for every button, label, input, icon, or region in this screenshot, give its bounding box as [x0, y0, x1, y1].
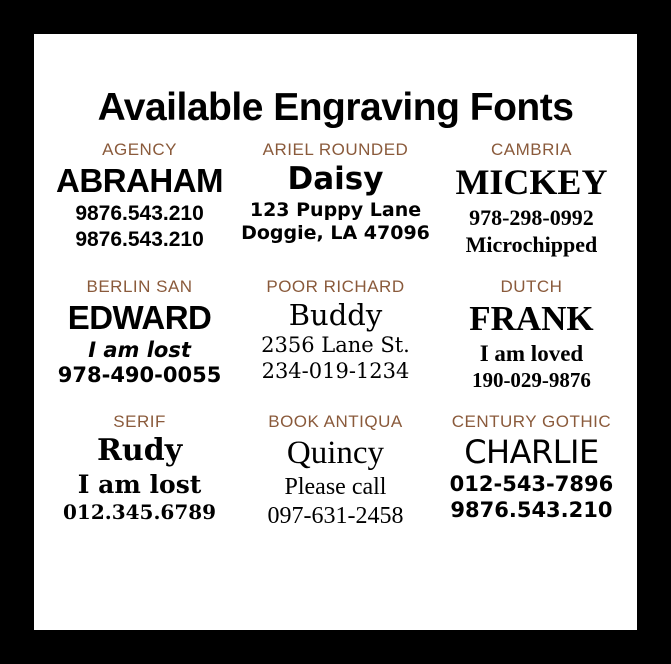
sample-line-3: 978-490-0055: [57, 363, 222, 388]
sample-line-1: Daisy: [287, 161, 384, 197]
sample-line-1: ABRAHAM: [56, 162, 224, 199]
sample-line-3: 234-019-1234: [261, 358, 410, 383]
font-sample-text: [438, 161, 625, 259]
font-sample-grid: [34, 140, 637, 532]
font-sample-text: [241, 298, 430, 385]
font-sample-ariel-rounded[interactable]: [237, 140, 434, 259]
sample-line-1: Rudy: [96, 432, 183, 468]
sample-line-3: 9876.543.210: [75, 227, 204, 251]
font-name-label: SERIF: [113, 411, 166, 431]
sample-line-3: 9876.543.210: [450, 497, 613, 522]
sample-line-1: EDWARD: [67, 298, 212, 336]
font-sample-text: [241, 161, 430, 245]
sample-line-2: 123 Puppy Lane: [249, 198, 422, 221]
font-name-label: CAMBRIA: [490, 140, 572, 159]
sample-line-2: I am lost: [77, 469, 202, 499]
sample-line-1: FRANK: [469, 298, 594, 338]
sample-line-1: CHARLIE: [464, 432, 599, 471]
font-sample-book-antiqua[interactable]: [237, 412, 434, 532]
sample-line-1: MICKEY: [455, 162, 608, 202]
font-name-label: CENTURY GOTHIC: [451, 411, 612, 431]
font-sample-serif[interactable]: [42, 412, 237, 532]
font-name-label: BERLIN SAN: [86, 276, 193, 296]
font-sample-text: [438, 433, 625, 523]
font-sample-berlin-san[interactable]: [42, 277, 237, 394]
font-sample-cambria[interactable]: [434, 140, 629, 259]
sample-line-3: Doggie, LA 47096: [241, 221, 430, 244]
font-sample-agency[interactable]: [42, 140, 237, 259]
font-sample-dutch[interactable]: [434, 277, 629, 394]
sample-line-3: 190-029-9876: [471, 368, 591, 393]
sample-line-2: 978-298-0992: [469, 204, 594, 230]
sample-line-2: Please call: [284, 474, 387, 501]
font-sample-text: [241, 433, 430, 532]
font-name-label: BOOK ANTIQUA: [268, 411, 403, 431]
font-sample-poor-richard[interactable]: [237, 277, 434, 394]
font-name-label: DUTCH: [500, 276, 563, 296]
sample-line-2: 012-543-7896: [449, 471, 614, 496]
font-sample-text: [438, 298, 625, 394]
sample-line-3: Microchipped: [465, 231, 598, 257]
sample-line-1: Quincy: [286, 434, 385, 471]
sample-line-3: 097-631-2458: [267, 503, 404, 530]
font-name-label: POOR RICHARD: [266, 276, 405, 296]
page-title: Available Engraving Fonts: [97, 86, 574, 129]
sample-line-1: Buddy: [288, 297, 383, 332]
sample-line-2: 2356 Lane St.: [261, 332, 410, 357]
sample-line-2: I am lost: [88, 337, 191, 362]
font-sample-text: [46, 433, 233, 524]
font-name-label: AGENCY: [102, 140, 177, 159]
font-sample-text: [46, 298, 233, 389]
sample-line-3: 012.345.6789: [63, 500, 217, 524]
font-name-label: ARIEL ROUNDED: [262, 140, 409, 159]
sample-line-2: I am loved: [479, 341, 584, 367]
font-sample-text: [46, 161, 233, 252]
engraving-fonts-card: [34, 34, 637, 630]
font-sample-century-gothic[interactable]: [434, 412, 629, 532]
sample-line-2: 9876.543.210: [75, 202, 204, 226]
